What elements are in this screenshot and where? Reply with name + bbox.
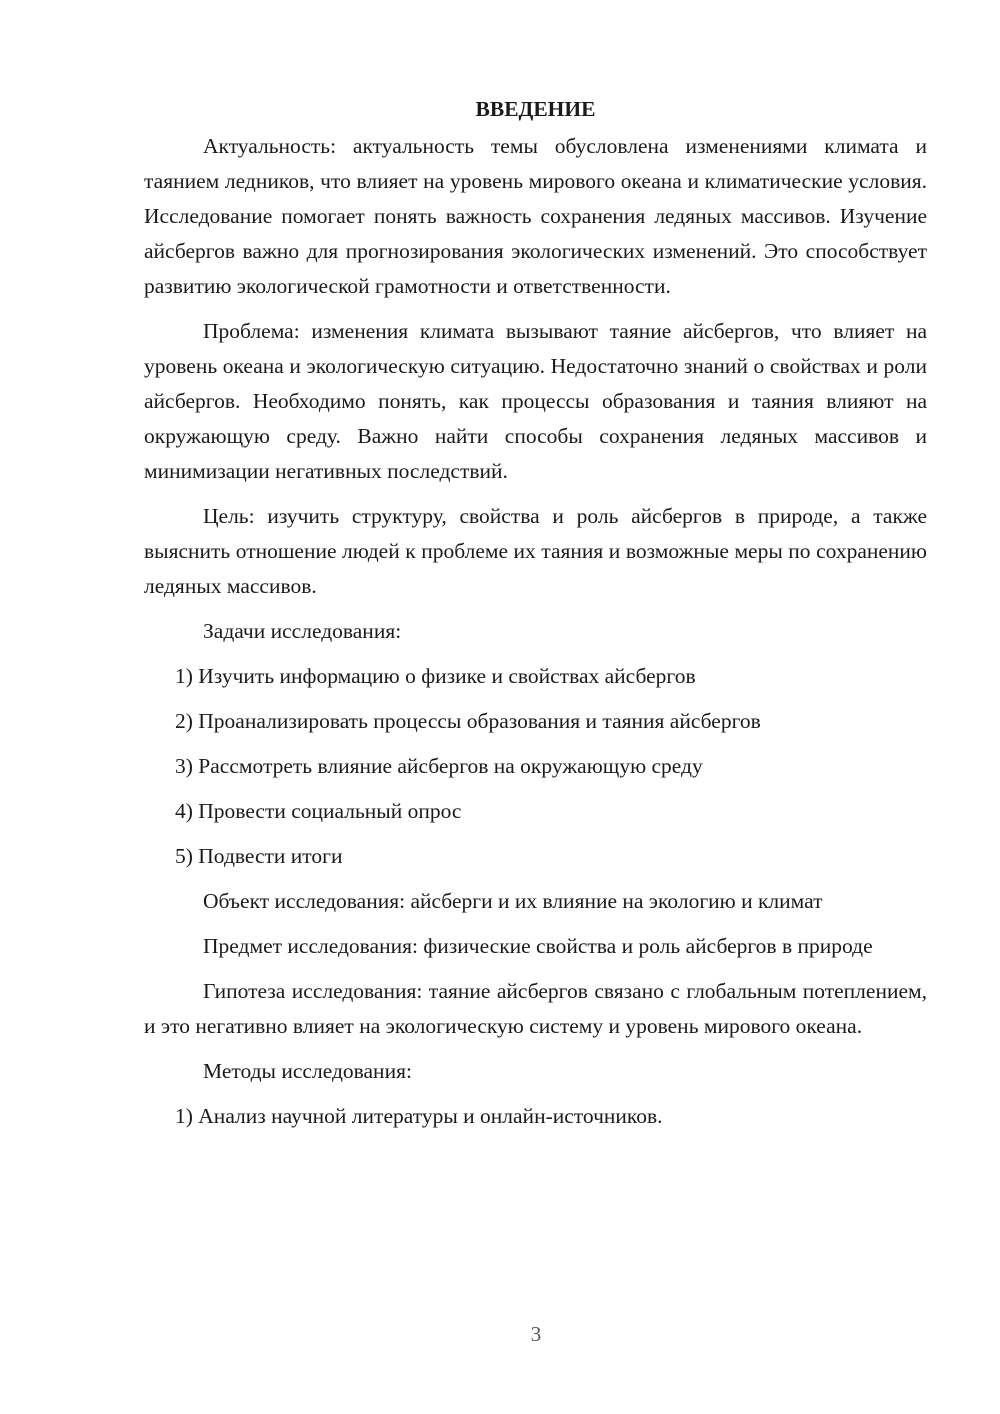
list-item: 5) Подвести итоги [175,844,343,868]
tasks-list [144,659,927,874]
object-paragraph: Объект исследования: айсберги и их влияние на экологию и климат [203,889,823,913]
methods-list [144,1099,927,1134]
page-title: ВВЕДЕНИЕ [475,97,596,121]
relevance-paragraph: Актуальность: актуальность темы обусловлена изменениями климата и таянием ледников, что влияет на уровень мирового океана и климатические условия. Исследование помогает понять важность сохранения ледяных массивов. Изучение айсбергов важно для прогнозирования экологических изменений. Это способствует развитию экологической грамотности и ответственности. [144,134,927,298]
list-item: 1) Анализ научной литературы и онлайн-источников. [175,1104,663,1128]
problem-paragraph: Проблема: изменения климата вызывают таяние айсбергов, что влияет на уровень океана и экологическую ситуацию. Недостаточно знаний о свойствах и роли айсбергов. Необходимо понять, как процессы образования и таяния влияют на окружающую среду. Важно найти способы сохранения ледяных массивов и минимизации негативных последствий. [144,319,927,483]
hypothesis-paragraph: Гипотеза исследования: таяние айсбергов связано с глобальным потеплением, и это негативно влияет на экологическую систему и уровень мирового океана. [144,979,927,1038]
document-page [144,92,927,1144]
page-number: 3 [530,1322,542,1346]
list-item: 1) Изучить информацию о физике и свойствах айсбергов [175,664,696,688]
methods-heading: Методы исследования: [203,1059,412,1083]
subject-paragraph: Предмет исследования: физические свойства и роль айсбергов в природе [203,934,873,958]
list-item: 2) Проанализировать процессы образования и таяния айсбергов [175,709,761,733]
tasks-heading: Задачи исследования: [203,619,402,643]
list-item: 3) Рассмотреть влияние айсбергов на окружающую среду [175,754,703,778]
list-item: 4) Провести социальный опрос [175,799,462,823]
goal-paragraph: Цель: изучить структуру, свойства и роль айсбергов в природе, а также выяснить отношение людей к проблеме их таяния и возможные меры по сохранению ледяных массивов. [144,504,927,598]
